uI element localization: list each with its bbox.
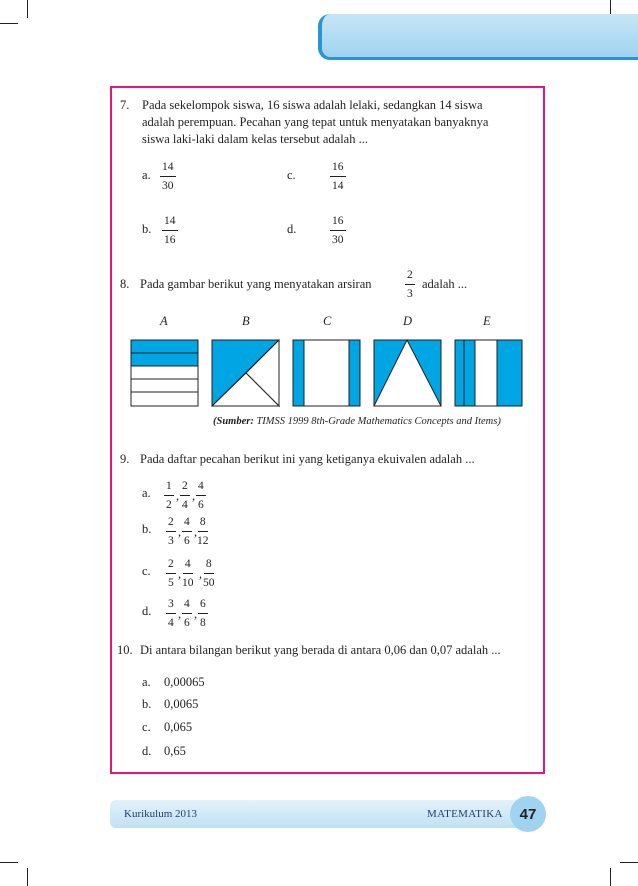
numerator: 14 <box>160 161 176 177</box>
numerator: 2 <box>166 516 176 532</box>
comma: , <box>178 607 182 621</box>
q9-option-b-label: b. <box>142 522 152 536</box>
q7-option-d-label: d. <box>287 222 297 236</box>
q10-option-c-label: c. <box>142 720 151 734</box>
numerator: 2 <box>166 558 176 574</box>
denominator: 50 <box>203 577 215 589</box>
denominator: 12 <box>197 535 209 547</box>
numerator: 6 <box>198 598 208 614</box>
numerator: 1 <box>164 480 174 496</box>
numerator: 8 <box>204 558 214 574</box>
q8-text-after: adalah ... <box>422 277 468 291</box>
numerator: 14 <box>162 215 178 231</box>
q9d-fraction-3 <box>198 598 208 630</box>
q10-number: 10. <box>117 643 133 657</box>
footer-curriculum: Kurikulum 2013 <box>124 808 198 820</box>
q9c-fraction-2 <box>182 558 194 590</box>
source-bold: (Sumber: <box>213 416 254 427</box>
q10-option-a-label: a. <box>142 675 151 689</box>
numerator: 4 <box>196 480 206 496</box>
q9b-fraction-3 <box>197 516 209 548</box>
figure-d <box>374 340 441 406</box>
q9d-fraction-1 <box>166 598 176 630</box>
numerator: 4 <box>182 598 192 614</box>
q7-line-1: Pada sekelompok siswa, 16 siswa adalah lelaki, sedangkan 14 siswa <box>142 98 483 112</box>
denominator: 14 <box>332 180 344 192</box>
q9a-fraction-3 <box>196 480 206 512</box>
comma: , <box>194 607 198 621</box>
q10-option-b-label: b. <box>142 697 152 711</box>
denominator: 6 <box>198 499 204 511</box>
denominator: 10 <box>182 577 194 589</box>
denominator: 6 <box>184 535 190 547</box>
comma: , <box>194 525 198 539</box>
q9c-fraction-3 <box>203 558 215 590</box>
denominator: 4 <box>168 617 174 629</box>
q10-option-d-value: 0,65 <box>164 744 186 758</box>
denominator: 6 <box>184 617 190 629</box>
numerator: 8 <box>198 516 208 532</box>
figure-a <box>131 340 198 406</box>
q9b-fraction-1 <box>166 516 176 548</box>
figure-label-e: E <box>483 314 491 328</box>
figure-label-b: B <box>242 314 250 328</box>
q9c-fraction-1 <box>166 558 176 590</box>
comma: , <box>176 489 180 503</box>
numerator: 16 <box>330 215 346 231</box>
q9-option-a-label: a. <box>142 486 151 500</box>
q10-option-a-value: 0,00065 <box>164 675 205 689</box>
q9d-fraction-2 <box>182 598 192 630</box>
numerator: 2 <box>405 269 415 285</box>
q10-option-b-value: 0,0065 <box>164 697 199 711</box>
q7-line-3: siswa laki-laki dalam kelas tersebut adalah ... <box>142 132 368 146</box>
page-number: 47 <box>510 796 546 832</box>
figure-label-c: C <box>323 314 332 328</box>
q7-option-b-label: b. <box>142 222 152 236</box>
comma: , <box>178 567 182 581</box>
q9-number: 9. <box>120 452 130 466</box>
comma: , <box>199 567 203 581</box>
q9-text: Pada daftar pecahan berikut ini yang ketiganya ekuivalen adalah ... <box>140 452 475 466</box>
numerator: 4 <box>183 558 193 574</box>
denominator: 3 <box>407 288 413 300</box>
figure-e <box>455 340 522 406</box>
numerator: 4 <box>182 516 192 532</box>
denominator: 30 <box>332 234 344 246</box>
figure-label-a: A <box>160 314 168 328</box>
q9b-fraction-2 <box>182 516 192 548</box>
denominator: 16 <box>164 234 176 246</box>
denominator: 8 <box>200 617 206 629</box>
q9-option-d-label: d. <box>142 604 152 618</box>
footer-subject: MATEMATIKA <box>427 808 503 820</box>
figure-source-caption <box>213 416 501 427</box>
q9a-fraction-1 <box>164 480 174 512</box>
q8-text-before: Pada gambar berikut yang menyatakan arsiran <box>140 277 372 291</box>
denominator: 4 <box>182 499 188 511</box>
numerator: 3 <box>166 598 176 614</box>
q7-option-a-label: a. <box>142 168 151 182</box>
q10-text: Di antara bilangan berikut yang berada di antara 0,06 dan 0,07 adalah ... <box>140 643 501 657</box>
figure-label-d: D <box>403 314 413 328</box>
source-text: TIMSS 1999 8th-Grade Mathematics Concepts and Items) <box>253 416 501 427</box>
denominator: 3 <box>168 535 174 547</box>
comma: , <box>178 525 182 539</box>
q8-number: 8. <box>120 277 130 291</box>
q7-line-2: adalah perempuan. Pecahan yang tepat untuk menyatakan banyaknya <box>142 115 489 129</box>
denominator: 5 <box>168 577 174 589</box>
figure-b <box>212 340 279 406</box>
q7-option-c-label: c. <box>287 168 296 182</box>
figure-c <box>293 340 360 406</box>
q7-number: 7. <box>120 98 130 112</box>
q10-option-c-value: 0,065 <box>164 720 193 734</box>
numerator: 2 <box>180 480 190 496</box>
q10-option-d-label: d. <box>142 744 152 758</box>
numerator: 16 <box>330 161 346 177</box>
comma: , <box>192 489 196 503</box>
denominator: 2 <box>166 499 172 511</box>
q9-option-c-label: c. <box>142 564 151 578</box>
q9a-fraction-2 <box>180 480 190 512</box>
denominator: 30 <box>162 180 174 192</box>
